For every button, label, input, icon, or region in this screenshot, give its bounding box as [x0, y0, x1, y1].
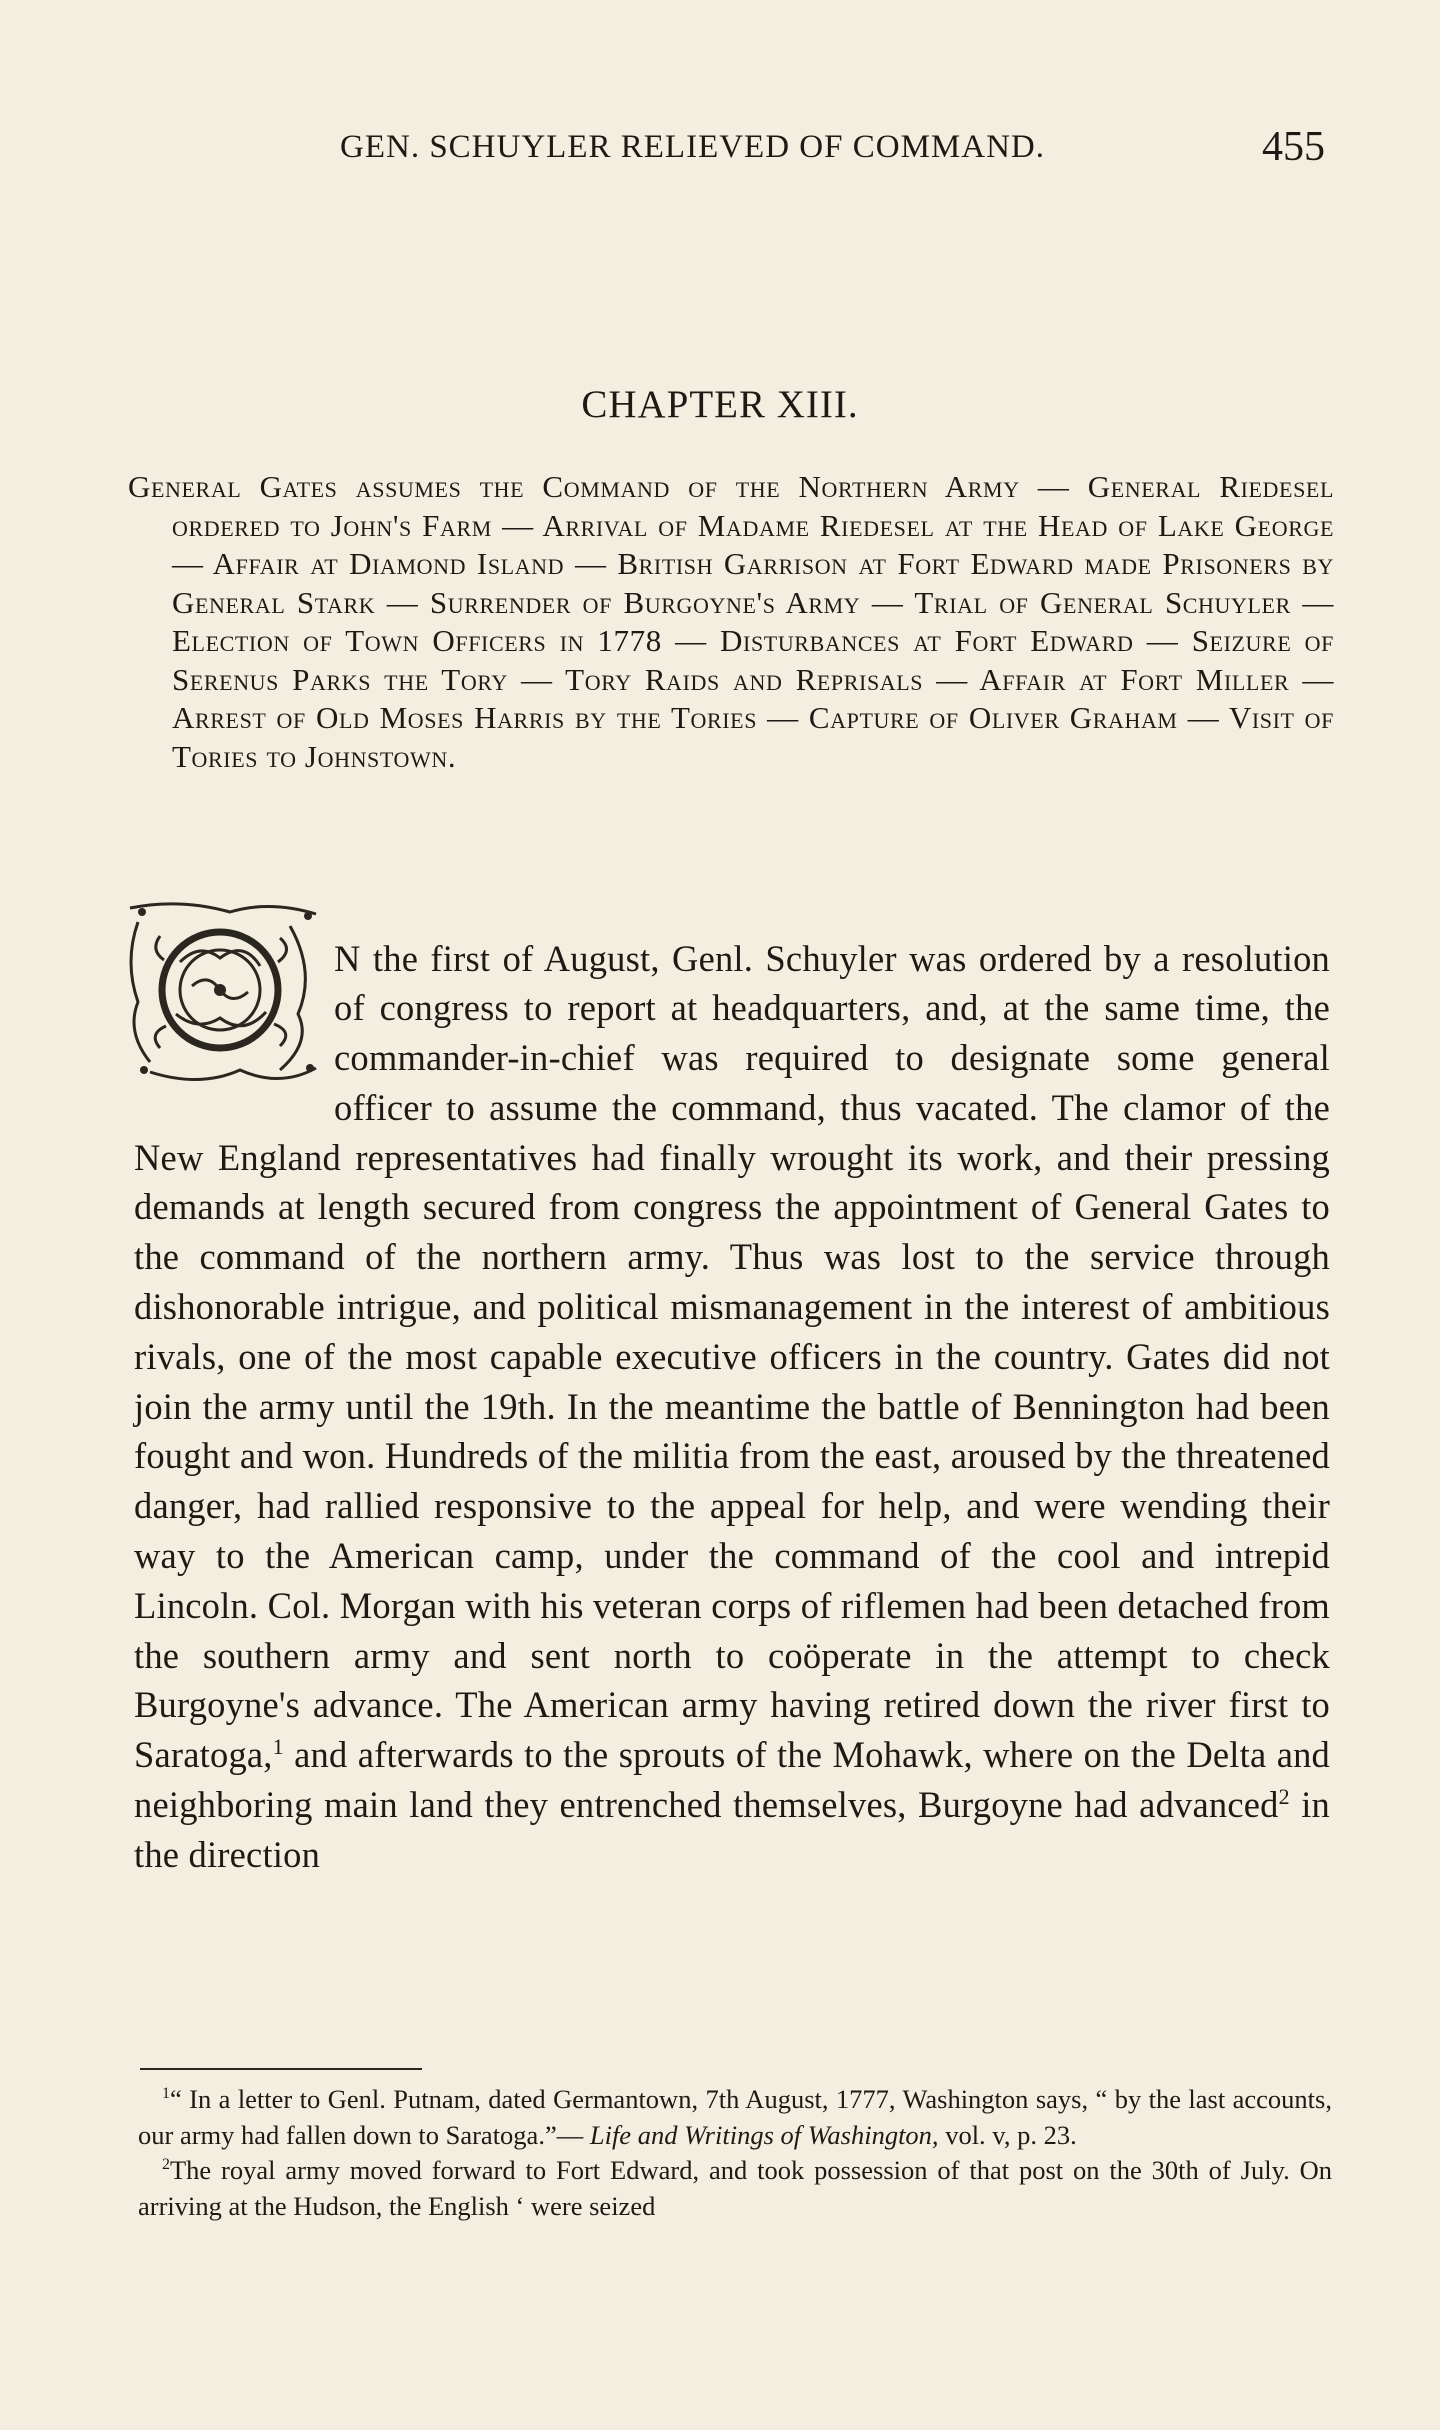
footnote-1-text: “ In a letter to Genl. Putnam, dated Germantown, 7th August, 1777, Washington says, “ by the last accounts, our army had fallen down to Saratoga.”—: [138, 2084, 1332, 2150]
footnote-1-cite: vol. v, p. 23.: [938, 2119, 1077, 2150]
footnote-1-source: Life and Writings of Washington,: [589, 2119, 939, 2150]
running-title: GEN. SCHUYLER RELIEVED OF COMMAND.: [340, 129, 1046, 165]
page-number: 455: [1262, 124, 1325, 170]
footnote-1: [138, 2082, 1332, 2153]
footnote-2-text: The royal army moved forward to Fort Edward, and took possession of that post on the 30th of July. On arriving at the Hudson, the English ‘ were seized: [138, 2155, 1332, 2221]
chapter-title: CHAPTER XIII.: [581, 383, 859, 426]
chapter-summary: General Gates assumes the Command of the Northern Army — General Riedesel ordered to John's Farm — Arrival of Madame Riedesel at the Head of Lake George — Affair at Diamond Island — British Garrison at Fort Edward made Prisoners by General Stark — Surrender of Burgoyne's Army — Trial of General Schuyler — Election of Town Officers in 1778 — Disturbances at Fort Edward — Seizure of Serenus Parks the Tory — Tory Raids and Reprisals — Affair at Fort Miller — Arrest of Old Moses Harris by the Tories — Capture of Oliver Graham — Visit of Tories to Johnstown.: [128, 469, 1334, 774]
footnotes: [138, 2082, 1332, 2224]
running-head: [0, 122, 1440, 172]
initial-flourish: [130, 904, 316, 914]
body-text-part-1: N the first of August, Genl. Schuyler was ordered by a resolution of congress to report at headquarters, and, at the same time, the commander-in-chief was required to designate some general officer to assume the command, thus vacated. The clamor of the New England representatives had finally wrought its work, and their pressing demands at length secured from congress the appointment of General Gates to the command of the northern army. Thus was lost to the service through dishonorable intrigue, and political mismanagement in the interest of ambitious rivals, one of the most capable executive officers in the country. Gates did not join the army until the 19th. In the meantime the battle of Bennington had been fought and won. Hundreds of the militia from the east, aroused by the threatened danger, had rallied responsive to the appeal for help, and were wending their way to the American camp, under the command of the cool and intrepid Lincoln. Col. Morgan with his veteran corps of riflemen had been detached from the southern army and sent north to coöperate in the attempt to check Burgoyne's advance. The American army having retired down the river first to Saratoga,: [134, 937, 1330, 1776]
footnote-ref-1[interactable]: 1: [272, 1734, 284, 1760]
footnote-divider: [140, 2068, 422, 2070]
footnote-1-marker: 1: [162, 2085, 170, 2103]
body-text-part-2: and afterwards to the sprouts of the Mohawk, where on the Delta and neighboring main land they entrenched themselves, Burgoyne had advanced: [134, 1734, 1330, 1826]
footnote-ref-2[interactable]: 2: [1278, 1783, 1290, 1809]
footnote-2-marker: 2: [162, 2156, 170, 2174]
body-paragraph: [134, 934, 1330, 1880]
body-text-part-3: in the direction: [134, 1784, 1330, 1875]
footnote-2: [138, 2153, 1332, 2224]
